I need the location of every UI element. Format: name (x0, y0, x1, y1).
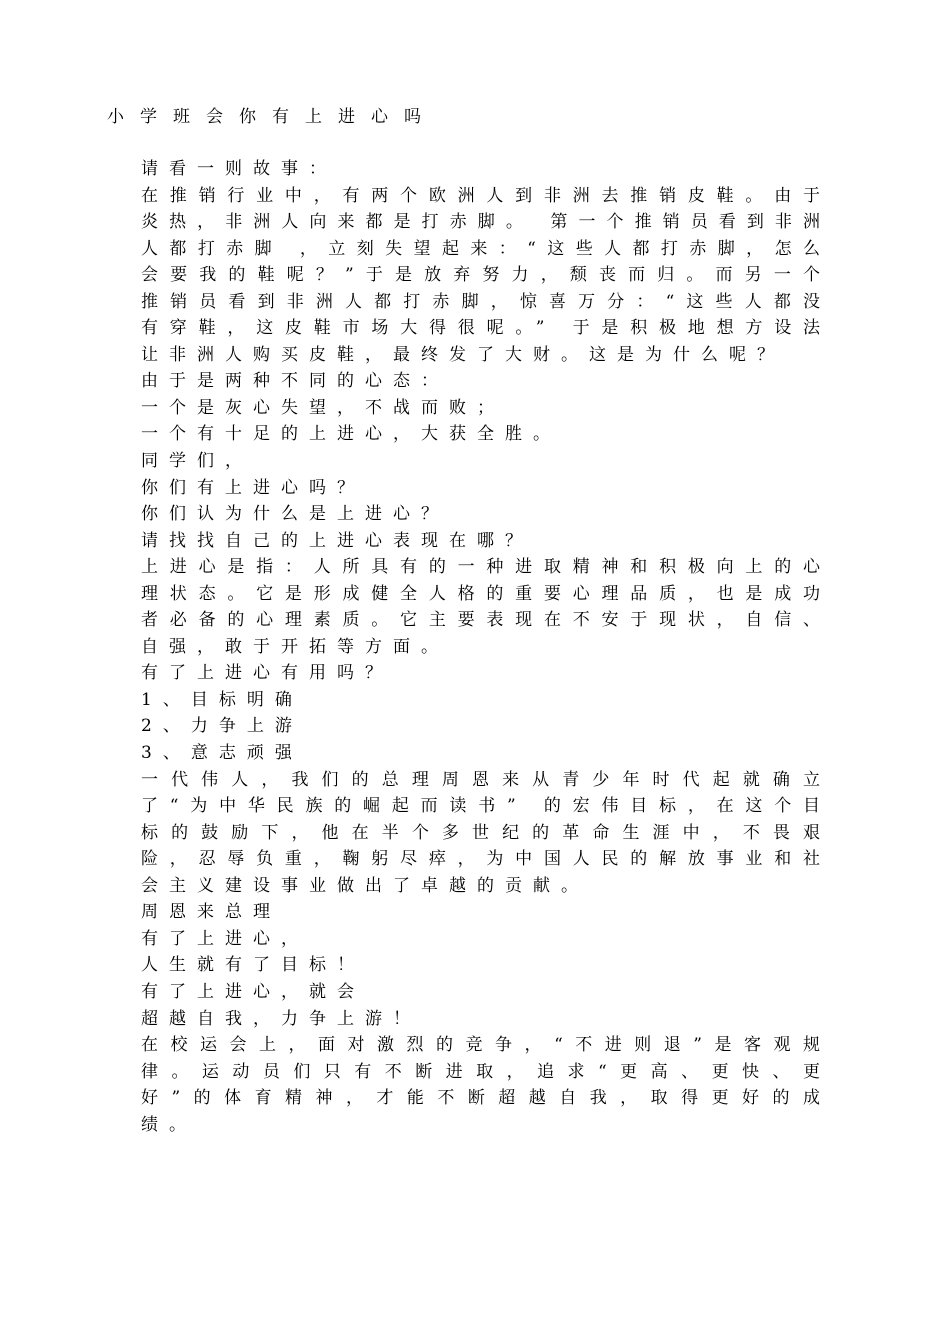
paragraph-motto-1: 有了上进心， (141, 928, 309, 949)
paragraph-zhou-enlai: 一代伟人，我们的总理周恩来从青少年时代起就确立了“为中华民族的崛起而读书” 的宏伟目标，在这个目标的鼓励下，他在半个多世纪的革命生涯中，不畏艰险，忍辱负重，鞠躬尽瘁，为中国人民的解放事业和社会主义建设事业做出了卓越的贡献。 (141, 769, 831, 896)
list-item-strive: 2、力争上游 (141, 716, 303, 737)
paragraph-story: 在推销行业中，有两个欧洲人到非洲去推销皮鞋。由于炎热，非洲人向来都是打赤脚。 第一个推销员看到非洲人都打赤脚 ，立刻失望起来：“这些人都打赤脚，怎么会要我的鞋呢？”于是放弃努力，颓丧而归。而另一个推销员看到非洲人都打赤脚，惊喜万分：“这些人都没有穿鞋，这皮鞋市场大得很呢。” 于是积极地想方设法让非洲人购买皮鞋，最终发了大财。这是为什么呢？ (141, 185, 831, 365)
paragraph-mindset-one: 一个是灰心失望，不战而败； (141, 397, 505, 418)
paragraph-motto-4: 超越自我，力争上游！ (141, 1008, 421, 1029)
paragraph-usefulness: 有了上进心有用吗？ (141, 663, 393, 684)
paragraph-classmates: 同学们， (141, 451, 253, 472)
paragraph-mindset-two: 一个有十足的上进心，大获全胜。 (141, 424, 561, 445)
paragraph-question-2: 你们认为什么是上进心？ (141, 504, 449, 525)
paragraph-mindset: 由于是两种不同的心态： (141, 371, 449, 392)
paragraph-definition: 上进心是指：人所具有的一种进取精神和积极向上的心理状态。它是形成健全人格的重要心理品质，也是成功者必备的心理素质。它主要表现在不安于现状，自信、自强，敢于开拓等方面。 (141, 557, 831, 657)
list-item-goal: 1、目标明确 (141, 689, 303, 710)
paragraph-story-intro: 请看一则故事： (141, 159, 337, 179)
paragraph-question-3: 请找找自己的上进心表现在哪？ (141, 530, 533, 551)
document-body (141, 156, 831, 1138)
paragraph-premier: 周恩来总理 (141, 902, 281, 923)
paragraph-motto-2: 人生就有了目标！ (141, 955, 365, 976)
paragraph-question-1: 你们有上进心吗？ (141, 477, 365, 498)
paragraph-sports-meet: 在校运会上，面对激烈的竞争，“不进则退”是客观规律。运动员们只有不断进取，追求“更高、更快、更好”的体育精神，才能不断超越自我，取得更好的成绩。 (141, 1035, 831, 1135)
paragraph-motto-3: 有了上进心，就会 (141, 981, 365, 1002)
list-item-will: 3、意志顽强 (141, 743, 303, 764)
document-title: 小学班会你有上进心吗 (107, 107, 437, 127)
